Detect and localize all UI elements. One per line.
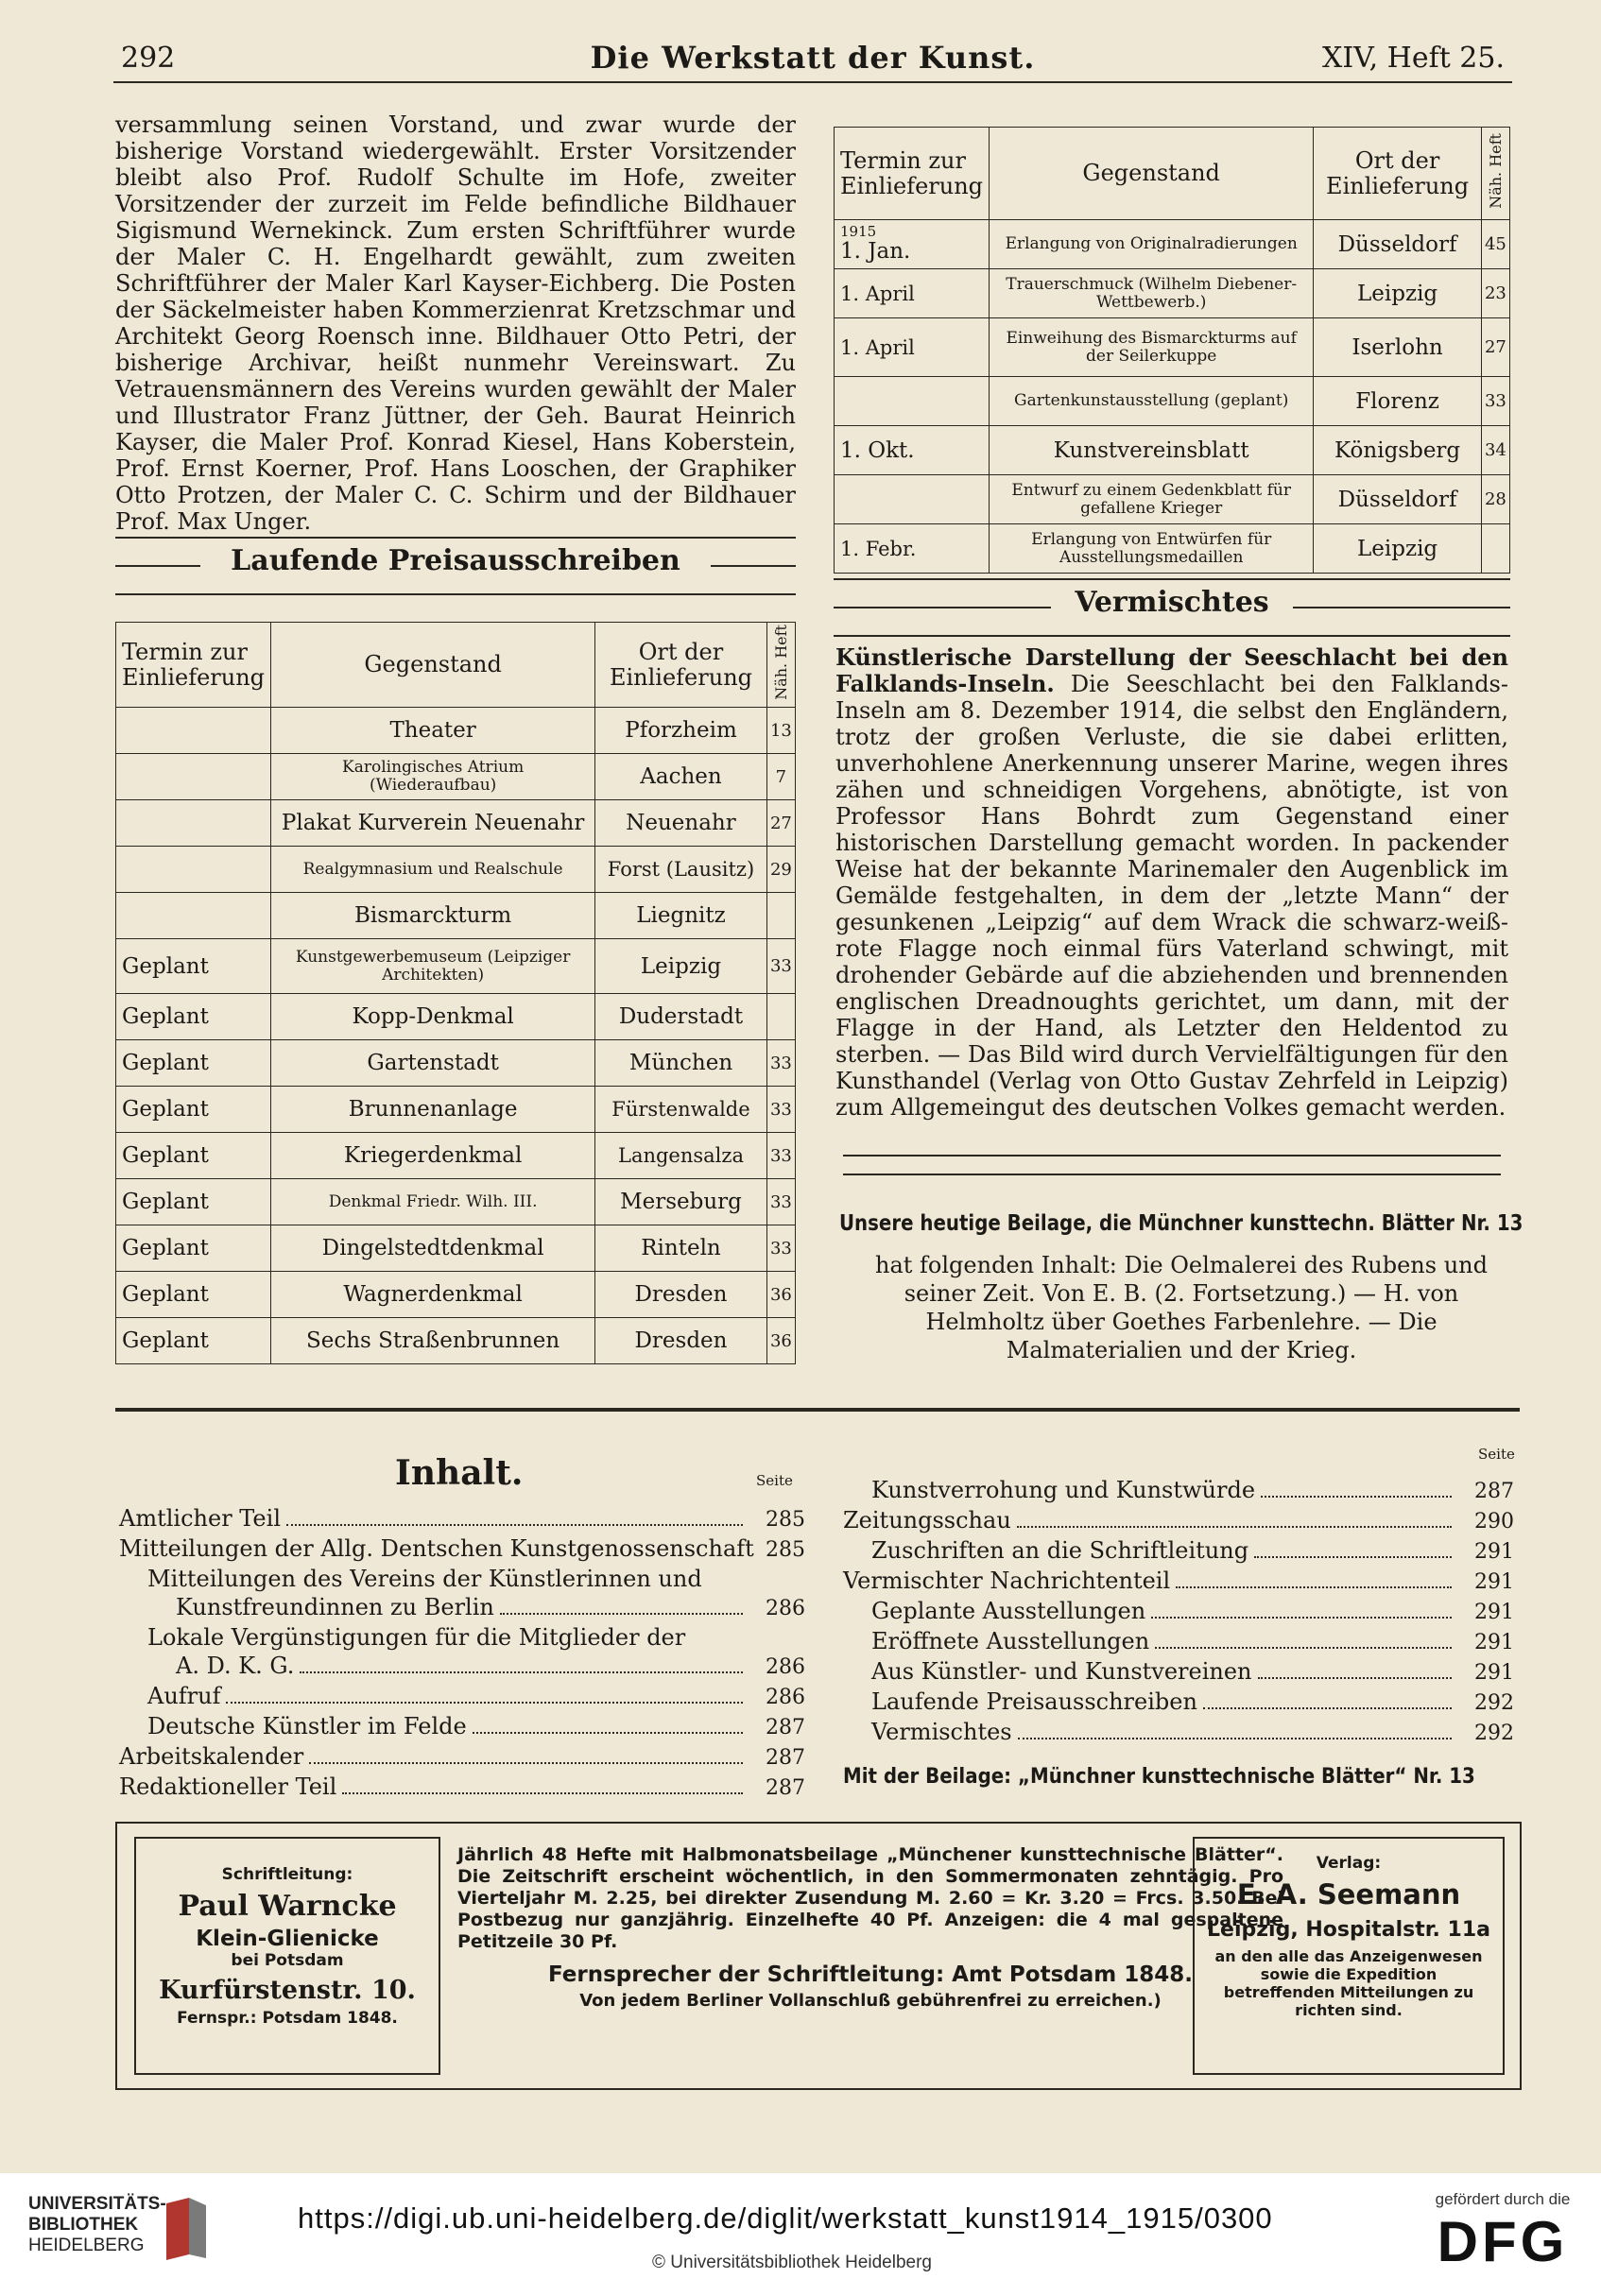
- toc-entry-title: Vermischter Nachrichtenteil: [843, 1568, 1171, 1594]
- cell-ort: Leipzig: [1314, 269, 1482, 318]
- cell-ort: Düsseldorf: [1314, 220, 1482, 269]
- cell-heft: 45: [1481, 220, 1509, 269]
- toc-entry-title: Redaktioneller Teil: [119, 1773, 337, 1800]
- toc-entry-page: 286: [766, 1597, 805, 1620]
- cell-termin: [116, 708, 271, 754]
- toc-entry-page: 287: [766, 1716, 805, 1739]
- toc-entry-title: Kunstfreundinnen zu Berlin: [176, 1594, 494, 1620]
- cell-heft: 33: [766, 1133, 795, 1179]
- cell-gegenstand: Kopp-Denkmal: [271, 994, 595, 1040]
- toc-entry: [119, 1504, 805, 1534]
- toc-entry-title: Zuschriften an die Schriftleitung: [871, 1537, 1249, 1564]
- cell-ort: Königsberg: [1314, 426, 1482, 475]
- dfg-wordmark: DFG: [1437, 2210, 1569, 2273]
- section-band-preisausschreiben: [115, 537, 796, 595]
- seite-label: Seite: [1478, 1446, 1515, 1463]
- toc-entry-page: 286: [766, 1686, 805, 1709]
- imprint-box: [115, 1822, 1522, 2090]
- article: [835, 644, 1508, 1121]
- cell-ort: Düsseldorf: [1314, 475, 1482, 524]
- editor-phone-line: Fernsprecher der Schriftleitung: Amt Potsdam 1848.: [548, 1962, 1193, 1987]
- termin-text: 1. April: [840, 282, 915, 305]
- table-row: [116, 1133, 796, 1179]
- col-heft: Näh. Heft: [1486, 132, 1505, 209]
- table-row: [835, 220, 1510, 269]
- toc-entry-page: 291: [1474, 1661, 1514, 1685]
- beilage-title: Unsere heutige Beilage, die Münchner kunsttechn. Blätter Nr. 13: [839, 1211, 1524, 1236]
- copyright: © Universitätsbibliothek Heidelberg: [652, 2253, 932, 2272]
- cell-termin: [116, 893, 271, 939]
- cell-gegenstand: Denkmal Friedr. Wilh. III.: [271, 1179, 595, 1225]
- toc-entry: [843, 1476, 1514, 1506]
- dfg-logo: [1422, 2190, 1583, 2275]
- table-row: [116, 754, 796, 800]
- toc-leader: [342, 1792, 743, 1794]
- cell-termin: Geplant: [116, 994, 271, 1040]
- cell-heft: 27: [1481, 318, 1509, 377]
- table-row: [116, 893, 796, 939]
- cell-termin: Geplant: [116, 1272, 271, 1318]
- cell-heft: 33: [766, 1087, 795, 1133]
- cell-heft: [766, 994, 795, 1040]
- cell-ort: Duderstadt: [595, 994, 767, 1040]
- divider: [843, 1155, 1501, 1157]
- cell-termin: Geplant: [116, 1179, 271, 1225]
- toc-entry-page: 290: [1474, 1510, 1514, 1534]
- toc-entry: [843, 1688, 1514, 1718]
- termin-text: 1. Febr.: [840, 537, 917, 560]
- table-row: [835, 426, 1510, 475]
- toc-entry: [119, 1623, 805, 1652]
- publisher-name: E. A. Seemann: [1236, 1878, 1461, 1910]
- publisher-address: Leipzig, Hospitalstr. 11a: [1207, 1918, 1490, 1942]
- section-rule: [115, 1408, 1520, 1412]
- page-number: 292: [121, 42, 176, 75]
- toc-entry: [843, 1597, 1514, 1627]
- cell-gegenstand: Entwurf zu einem Gedenkblatt für gefallene Krieger: [990, 475, 1314, 524]
- toc-leader: [1018, 1738, 1452, 1739]
- left-intro-paragraph: versammlung seinen Vorstand, und zwar wurde der bisherige Vorstand wiedergewählt. Erster Vorsitzender bleibt also Prof. Rudolf Schulte im Hofe, zweiter Vorsitzender der zurzeit im Felde befindliche Bildhauer Sigismund Wernekinck. Zum ersten Schriftführer wurde der Maler C. H. Engelhardt gewählt, zum zweiten Schriftführer der Maler Karl Kayser-Eichberg. Die Posten der Säckelmeister haben Kommerzienrat Kretzschmar und Architekt Georg Roensch inne. Bildhauer Otto Petri, der bisherige Archivar, heißt nunmehr Vereinswart. Zu Vetrauensmännern des Vereins wurden gewählt der Maler und Illustrator Franz Jüttner, der Geh. Baurat Heinrich Kayser, die Maler Prof. Konrad Kiesel, Hans Koberstein, Prof. Ernst Koerner, Prof. Hans Looschen, der Graphiker Otto Protzen, der Maler C. C. Schirm und der Bildhauer Prof. Max Unger.: [115, 111, 796, 535]
- toc-leader: [1254, 1556, 1452, 1558]
- toc-entry-title: Amtlicher Teil: [119, 1505, 281, 1532]
- table-row: [116, 847, 796, 893]
- toc-entry: [843, 1627, 1514, 1657]
- toc-entry-title: Lokale Vergünstigungen für die Mitglieder der: [147, 1624, 686, 1651]
- toc-entry: [119, 1565, 805, 1593]
- toc-leader: [1151, 1617, 1452, 1619]
- toc-leader: [286, 1524, 743, 1526]
- toc-entry-title: Arbeitskalender: [119, 1743, 304, 1770]
- toc-entry-title: Laufende Preisausschreiben: [871, 1688, 1197, 1715]
- editor-name: Paul Warncke: [178, 1890, 397, 1923]
- phone-note: Von jedem Berliner Vollanschluß gebührenfrei zu erreichen.): [579, 1991, 1162, 2011]
- article-body: Die Seeschlacht bei den Falklands-Inseln am 8. Dezember 1914, die selbst den Engländern, trotz der großen Verluste, die sie dabei erlitten, unverhohlene Anerkennung unserer Marine, wegen ihres zähen und schneidigen Vorgehens, abnötigte, ist von Professor Hans Bohrdt zum Gegenstand einer historischen Darstellung gemacht worden. In packender Weise hat der bekannte Marinemaler den Augenblick im Gemälde festgehalten, in dem der „letzte Mann“ der gesunkenen „Leipzig“ auf dem Wrack die schwarz-weiß-rote Flagge noch einmal fürs Vaterland schwingt, mit drohender Gebärde auf die abziehenden und brennenden englischen Dreadnoughts gerichtet, um dann, mit der Flagge in der Hand, als Letzter den Heldentod zu sterben. — Das Bild wird durch Vervielfältigungen für den Kunsthandel (Verlag von Otto Gustav Zehrfeld in Leipzig) zum Allgemeingut des deutschen Volkes gemacht werden.: [835, 671, 1508, 1121]
- cell-ort: Florenz: [1314, 377, 1482, 426]
- publisher-note: an den alle das Anzeigenwesen sowie die Expedition betreffenden Mitteilungen zu richten sind.: [1214, 1947, 1483, 2019]
- toc-entry: [119, 1682, 805, 1712]
- issue-label: XIV, Heft 25.: [1321, 42, 1505, 75]
- toc-entry-page: 292: [1474, 1691, 1514, 1715]
- cell-ort: Pforzheim: [595, 708, 767, 754]
- section-band-vermischtes: [834, 578, 1510, 637]
- cell-termin: [835, 377, 990, 426]
- cell-heft: 33: [766, 1179, 795, 1225]
- cell-heft: 29: [766, 847, 795, 893]
- right-competition-table: [834, 127, 1510, 574]
- col-termin: Termin zur Einlieferung: [116, 623, 271, 708]
- cell-ort: Rinteln: [595, 1225, 767, 1272]
- cell-heft: 28: [1481, 475, 1509, 524]
- cell-termin: Geplant: [116, 1318, 271, 1364]
- imprint-schriftleitung: [134, 1837, 440, 2075]
- table-row: [116, 1272, 796, 1318]
- cell-heft: 33: [766, 1225, 795, 1272]
- permalink[interactable]: https://digi.ub.uni-heidelberg.de/diglit/werkstatt_kunst1914_1915/0300: [298, 2202, 1273, 2235]
- toc-left: [119, 1504, 805, 1803]
- table-row: [116, 800, 796, 847]
- col-gegenstand: Gegenstand: [271, 623, 595, 708]
- col-ort: Ort der Einlieferung: [595, 623, 767, 708]
- table-row: [116, 1225, 796, 1272]
- inhalt-beilage-line: Mit der Beilage: „Münchner kunsttechnische Blätter“ Nr. 13: [843, 1765, 1475, 1789]
- cell-termin: [835, 269, 990, 318]
- cell-termin: [835, 318, 990, 377]
- cell-termin: Geplant: [116, 1133, 271, 1179]
- toc-entry-page: 291: [1474, 1540, 1514, 1564]
- table-row: [116, 994, 796, 1040]
- toc-entry-title: Geplante Ausstellungen: [871, 1598, 1146, 1624]
- cell-heft: 33: [766, 939, 795, 994]
- toc-entry: [119, 1742, 805, 1773]
- label: Verlag:: [1316, 1854, 1382, 1873]
- imprint-verlag: [1193, 1837, 1505, 2075]
- cell-heft: 34: [1481, 426, 1509, 475]
- toc-entry-title: Aus Künstler- und Kunstvereinen: [871, 1658, 1252, 1685]
- cell-heft: 33: [1481, 377, 1509, 426]
- article-headline: Künstlerische Darstellung der Seeschlacht bei den Falklands-Inseln.: [835, 643, 1508, 697]
- toc-entry: [843, 1536, 1514, 1567]
- table-row: [116, 1040, 796, 1087]
- toc-entry: [843, 1718, 1514, 1748]
- cell-termin: [835, 524, 990, 574]
- cell-ort: Dresden: [595, 1272, 767, 1318]
- col-termin: Termin zur Einlieferung: [835, 128, 990, 220]
- toc-entry: [119, 1773, 805, 1803]
- cell-heft: 27: [766, 800, 795, 847]
- termin-text: 1. April: [840, 335, 915, 359]
- cell-ort: Aachen: [595, 754, 767, 800]
- label: Schriftleitung:: [221, 1865, 353, 1884]
- cell-ort: Leipzig: [595, 939, 767, 994]
- toc-entry: [119, 1534, 805, 1565]
- toc-leader: [1261, 1496, 1452, 1498]
- toc-entry-page: 287: [766, 1746, 805, 1770]
- toc-entry-page: 287: [766, 1776, 805, 1800]
- cell-ort: München: [595, 1040, 767, 1087]
- cell-termin: [116, 800, 271, 847]
- toc-entry: [843, 1567, 1514, 1597]
- cell-termin: [835, 475, 990, 524]
- toc-entry-page: 291: [1474, 1631, 1514, 1654]
- toc-entry-page: 291: [1474, 1570, 1514, 1594]
- cell-gegenstand: Dingelstedtdenkmal: [271, 1225, 595, 1272]
- cell-gegenstand: Wagnerdenkmal: [271, 1272, 595, 1318]
- cell-gegenstand: Brunnenanlage: [271, 1087, 595, 1133]
- col-gegenstand: Gegenstand: [990, 128, 1314, 220]
- cell-termin: Geplant: [116, 1040, 271, 1087]
- table-row: [835, 475, 1510, 524]
- table-row: [116, 1087, 796, 1133]
- journal-title: Die Werkstatt der Kunst.: [590, 40, 1036, 76]
- divider: [843, 1174, 1501, 1175]
- toc-entry-page: 291: [1474, 1601, 1514, 1624]
- cell-termin: [116, 754, 271, 800]
- toc-entry-title: Aufruf: [147, 1683, 221, 1709]
- toc-entry-page: 285: [766, 1538, 805, 1562]
- cell-ort: Leipzig: [1314, 524, 1482, 574]
- table-row: [835, 524, 1510, 574]
- toc-leader: [309, 1762, 743, 1764]
- toc-entry-page: 292: [1474, 1722, 1514, 1745]
- cell-gegenstand: Erlangung von Entwürfen für Ausstellungsmedaillen: [990, 524, 1314, 574]
- table-row: [116, 939, 796, 994]
- cell-gegenstand: Gartenkunstausstellung (geplant): [990, 377, 1314, 426]
- col-ort: Ort der Einlieferung: [1314, 128, 1482, 220]
- toc-entry-title: Kunstverrohung und Kunstwürde: [871, 1477, 1256, 1503]
- cell-heft: 7: [766, 754, 795, 800]
- cell-gegenstand: Plakat Kurverein Neuenahr: [271, 800, 595, 847]
- toc-entry-page: 285: [766, 1508, 805, 1532]
- page-header: [113, 36, 1512, 83]
- cell-termin: [835, 220, 990, 269]
- cell-termin: Geplant: [116, 1087, 271, 1133]
- toc-leader: [473, 1732, 743, 1734]
- beilage-text: hat folgenden Inhalt: Die Oelmalerei des Rubens und seiner Zeit. Von E. B. (2. Fortsetzung.) — H. von Helmholtz über Goethes Farbenlehre. — Die Malmaterialien und der Krieg.: [875, 1252, 1488, 1363]
- cell-termin: Geplant: [116, 939, 271, 994]
- cell-termin: Geplant: [116, 1225, 271, 1272]
- funded-label: gefördert durch die: [1435, 2190, 1571, 2208]
- cell-gegenstand: Karolingisches Atrium (Wiederaufbau): [271, 754, 595, 800]
- cell-ort: Liegnitz: [595, 893, 767, 939]
- cell-gegenstand: Sechs Straßenbrunnen: [271, 1318, 595, 1364]
- cell-heft: [766, 893, 795, 939]
- cell-gegenstand: Kunstgewerbemuseum (Leipziger Architekten): [271, 939, 595, 994]
- imprint-subscription: [450, 1837, 1291, 2075]
- editor-region: bei Potsdam: [231, 1951, 344, 1970]
- toc-entry: [843, 1657, 1514, 1688]
- table-row: [835, 377, 1510, 426]
- toc-entry-title: Zeitungsschau: [843, 1507, 1011, 1534]
- cell-heft: 23: [1481, 269, 1509, 318]
- cell-ort: Dresden: [595, 1318, 767, 1364]
- cell-gegenstand: Realgymnasium und Realschule: [271, 847, 595, 893]
- toc-entry: [119, 1652, 805, 1682]
- toc-leader: [1203, 1707, 1452, 1709]
- cell-gegenstand: Einweihung des Bismarckturms auf der Seilerkuppe: [990, 318, 1314, 377]
- toc-leader: [500, 1613, 743, 1615]
- cell-ort: Fürstenwalde: [595, 1087, 767, 1133]
- year-label: 1915: [840, 223, 877, 240]
- toc-leader: [1017, 1526, 1452, 1528]
- left-competition-table: [115, 622, 796, 1364]
- cell-ort: Merseburg: [595, 1179, 767, 1225]
- cell-gegenstand: Kriegerdenkmal: [271, 1133, 595, 1179]
- cell-ort: Neuenahr: [595, 800, 767, 847]
- toc-leader: [1176, 1586, 1452, 1588]
- cell-gegenstand: Trauerschmuck (Wilhelm Diebener-Wettbewerb.): [990, 269, 1314, 318]
- termin-text: 1. Okt.: [840, 437, 915, 463]
- toc-leader: [300, 1671, 743, 1673]
- cell-heft: 33: [766, 1040, 795, 1087]
- cell-heft: 13: [766, 708, 795, 754]
- cell-gegenstand: Erlangung von Originalradierungen: [990, 220, 1314, 269]
- toc-entry-title: Eröffnete Ausstellungen: [871, 1628, 1150, 1654]
- section-title: Vermischtes: [1075, 586, 1269, 619]
- termin-text: 1. Jan.: [840, 239, 911, 264]
- toc-entry-page: 286: [766, 1655, 805, 1679]
- toc-entry: [843, 1506, 1514, 1536]
- table-row: [835, 318, 1510, 377]
- editor-phone: Fernspr.: Potsdam 1848.: [177, 2009, 398, 2028]
- toc-leader: [1258, 1677, 1452, 1679]
- table-row: [116, 1318, 796, 1364]
- toc-right: [843, 1476, 1514, 1748]
- toc-entry-title: A. D. K. G.: [176, 1653, 295, 1679]
- cell-gegenstand: Bismarckturm: [271, 893, 595, 939]
- table-row: [835, 269, 1510, 318]
- editor-street: Kurfürstenstr. 10.: [159, 1976, 416, 2005]
- toc-entry: [119, 1593, 805, 1623]
- toc-entry-title: Deutsche Künstler im Felde: [147, 1713, 467, 1739]
- toc-entry-title: Mitteilungen der Allg. Dentschen Kunstgenossenschaft: [119, 1535, 754, 1562]
- inhalt-title: Inhalt.: [395, 1453, 524, 1493]
- library-name: [28, 2194, 166, 2256]
- table-row: [116, 1179, 796, 1225]
- table-row: [116, 708, 796, 754]
- ub-logo-icon: [163, 2196, 210, 2262]
- cell-heft: 36: [766, 1318, 795, 1364]
- toc-entry: [119, 1712, 805, 1742]
- library-line: UNIVERSITÄTS-: [28, 2194, 166, 2214]
- cell-ort: Forst (Lausitz): [595, 847, 767, 893]
- seite-label: Seite: [756, 1472, 793, 1489]
- col-heft: Näh. Heft: [771, 624, 790, 700]
- editor-place: Klein-Glienicke: [196, 1927, 379, 1951]
- cell-gegenstand: Gartenstadt: [271, 1040, 595, 1087]
- cell-heft: 36: [766, 1272, 795, 1318]
- library-line: BIBLIOTHEK: [28, 2215, 139, 2235]
- section-title: Laufende Preisausschreiben: [231, 544, 680, 577]
- toc-leader: [226, 1702, 743, 1704]
- cell-gegenstand: Kunstvereinsblatt: [990, 426, 1314, 475]
- cell-ort: Langensalza: [595, 1133, 767, 1179]
- toc-entry-page: 287: [1474, 1480, 1514, 1503]
- cell-ort: Iserlohn: [1314, 318, 1482, 377]
- cell-gegenstand: Theater: [271, 708, 595, 754]
- subscription-text: Jährlich 48 Hefte mit Halbmonatsbeilage „Münchener kunsttechnische Blätter“. Die Zeitschrift erscheint wöchentlich, in den Sommermonaten zehntägig. Pro Vierteljahr M. 2.25, bei direkter Zusendung M. 2.60 = Kr. 3.20 = Frcs. 3.50. Bei Postbezug nur ganzjährig. Einzelhefte 40 Pf. Anzeigen: die 4 mal gespaltene Petitzeile 30 Pf.: [457, 1844, 1283, 1952]
- toc-entry-title: Vermischtes: [871, 1719, 1012, 1745]
- cell-heft: [1481, 524, 1509, 574]
- library-line: HEIDELBERG: [28, 2236, 145, 2255]
- cell-termin: [116, 847, 271, 893]
- cell-termin: [835, 426, 990, 475]
- toc-leader: [1155, 1647, 1452, 1649]
- toc-entry-title: Mitteilungen des Vereins der Künstlerinnen und: [147, 1566, 702, 1592]
